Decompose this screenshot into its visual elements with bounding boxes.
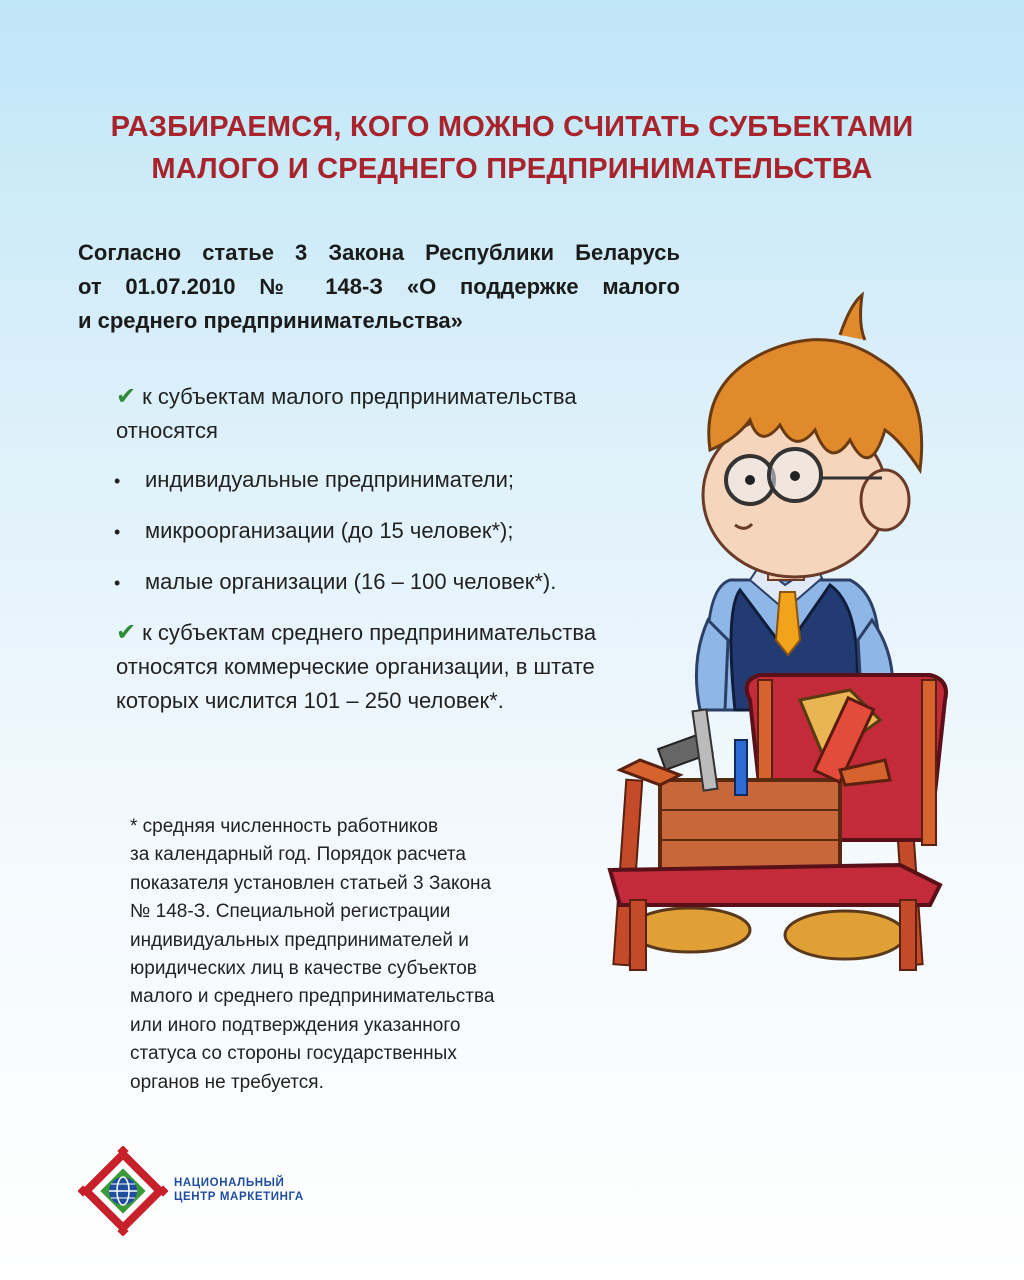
check-icon: ✔ [116,619,137,646]
list-item [114,565,556,600]
boy-with-toolbox-illustration [600,280,960,980]
bullet-icon: • [114,573,121,593]
footnote-line: * средняя численность работников [130,816,439,837]
bullet-icon: • [114,471,121,491]
footnote-line: за календарный год. Порядок расчета [130,844,466,866]
list-item-text: малые организации (16 – 100 человек*). [145,569,557,594]
footnote-line: показателя установлен статьей 3 Закона [130,872,492,894]
footnote-line: органов не требуется. [130,1071,324,1093]
list-item [114,514,514,549]
footnote [130,813,590,1097]
list-item-text: индивидуальные предприниматели; [145,467,515,492]
check-icon: ✔ [116,383,137,410]
footnote-line: статуса со стороны государственных [130,1043,457,1065]
small-business-line-2: относятся [116,418,218,443]
footnote-line: малого и среднего предпринимательства [130,986,495,1008]
intro-line-3: и среднего предпринимательства» [78,308,463,333]
footnote-line: юридических лиц в качестве субъектов [130,958,477,980]
intro-line-1: Согласно статье 3 Закона Республики Беларусь [78,240,680,265]
list-item [114,463,514,498]
law-reference [78,236,680,338]
intro-line-2: от 01.07.2010 № 148-З «О поддержке малого [78,274,680,299]
right-shoe [785,911,905,959]
toolbox [660,780,840,870]
page-title [60,106,964,190]
bullet-icon: • [114,522,121,542]
medium-business-line-3: которых числится 101 – 250 человек*. [116,688,504,713]
chair-seat [610,865,940,905]
footnote-line: № 148-З. Специальной регистрации [130,901,451,923]
footnote-line: или иного подтверждения указанного [130,1014,461,1036]
medium-business-line-1: к субъектам среднего предпринимательства [142,620,597,645]
medium-business-line-2: относятся коммерческие организации, в штате [116,654,595,679]
tie [776,592,800,655]
title-line-2: МАЛОГО И СРЕДНЕГО ПРЕДПРИНИМАТЕЛЬСТВА [151,153,873,185]
logo-text [174,1176,304,1204]
logo-line-1: НАЦИОНАЛЬНЫЙ [174,1177,285,1189]
pliers-icon [735,740,747,795]
ornament-globe-logo [78,1146,168,1236]
list-item-text: микроорганизации (до 15 человек*); [145,518,514,543]
logo-line-2: ЦЕНТР МАРКЕТИНГА [174,1191,304,1203]
footnote-line: индивидуальных предпринимателей и [130,929,469,951]
left-shoe [630,908,750,952]
title-line-1: РАЗБИРАЕМСЯ, КОГО МОЖНО СЧИТАТЬ СУБЪЕКТАМИ [110,111,914,143]
small-business-line-1: к субъектам малого предпринимательства [142,384,577,409]
